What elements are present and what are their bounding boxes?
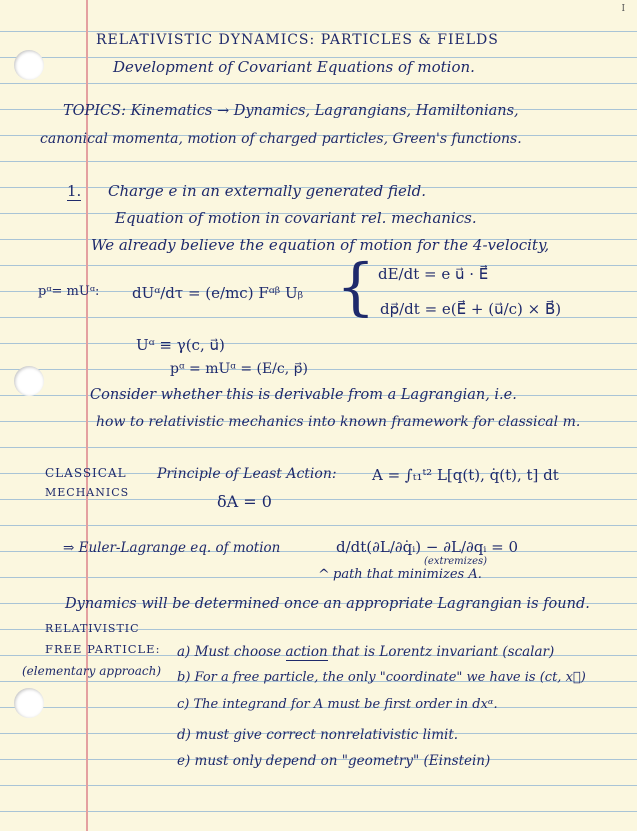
item-c: c) The integrand for A must be first order in dxᵅ. [177, 697, 498, 712]
euler-lagrange-equation: d/dt(∂L/∂q̇ᵢ) − ∂L/∂qᵢ = 0 [336, 538, 519, 556]
variation-equation: δA = 0 [217, 492, 272, 511]
page-title: RELATIVISTIC DYNAMICS: PARTICLES & FIELDS [96, 32, 499, 48]
momentum-equation: dp⃗/dt = e(E⃗ + (u⃗/c) × B⃗) [380, 300, 562, 318]
topics-line-1: TOPICS: Kinematics → Dynamics, Lagrangians, Hamiltonians, [63, 103, 519, 119]
classical-label: CLASSICAL [45, 466, 127, 480]
item-e: e) must only depend on "geometry" (Einstein) [177, 753, 491, 769]
section-1-line-1: Charge e in an externally generated field. [108, 182, 427, 200]
consider-line-1: Consider whether this is derivable from a Lagrangian, i.e. [90, 387, 517, 403]
mechanics-label: MECHANICS [45, 486, 130, 499]
least-action-principle: Principle of Least Action: [157, 466, 337, 482]
action-emphasis: action [285, 644, 328, 660]
punch-hole [14, 50, 44, 80]
punch-hole [14, 688, 44, 718]
consider-line-2: how to relativistic mechanics into known framework for classical m. [96, 414, 581, 430]
caret-arrow-icon: ^ [318, 567, 330, 583]
momentum-definition: pᵅ= mUᵅ: [38, 284, 100, 299]
item-a: a) Must choose action that is Lorentz invariant (scalar) [177, 644, 555, 660]
page-number: I [621, 4, 625, 14]
section-1-line-3: We already believe the equation of motion for the 4-velocity, [91, 236, 550, 254]
section-1-line-2: Equation of motion in covariant rel. mechanics. [115, 209, 477, 227]
item-d: d) must give correct nonrelativistic limit. [177, 727, 459, 743]
dynamics-note: Dynamics will be determined once an appropriate Lagrangian is found. [65, 596, 590, 612]
euler-lagrange-label: ⇒ Euler-Lagrange eq. of motion [63, 540, 281, 556]
topics-line-2: canonical momenta, motion of charged particles, Green's functions. [40, 131, 522, 147]
item-b: b) For a free particle, the only "coordinate" we have is (ct, x⃗) [177, 670, 586, 685]
elementary-approach-label: (elementary approach) [22, 664, 162, 678]
equation-brace: { [336, 250, 376, 323]
page-subtitle: Development of Covariant Equations of motion. [113, 58, 475, 76]
extremizes-note: (extremizes) [424, 556, 488, 567]
energy-equation: dE/dt = e u⃗ · E⃗ [378, 265, 489, 283]
covariant-equation: dUᵅ/dτ = (e/mc) Fᵅᵝ Uᵦ [132, 284, 304, 302]
action-definition: A = ∫ₜ₁ᵗ² L[q(t), q̇(t), t] dt [372, 466, 559, 484]
free-particle-label: FREE PARTICLE: [45, 642, 161, 656]
margin-line [86, 0, 88, 831]
punch-hole [14, 366, 44, 396]
section-number: 1. [67, 182, 82, 200]
path-note: path that minimizes A. [333, 567, 482, 582]
relativistic-label: RELATIVISTIC [45, 622, 140, 635]
four-momentum-definition: pᵅ = mUᵅ = (E/c, p⃗) [170, 361, 308, 377]
four-velocity-definition: Uᵅ ≡ γ(c, u⃗) [136, 336, 225, 354]
